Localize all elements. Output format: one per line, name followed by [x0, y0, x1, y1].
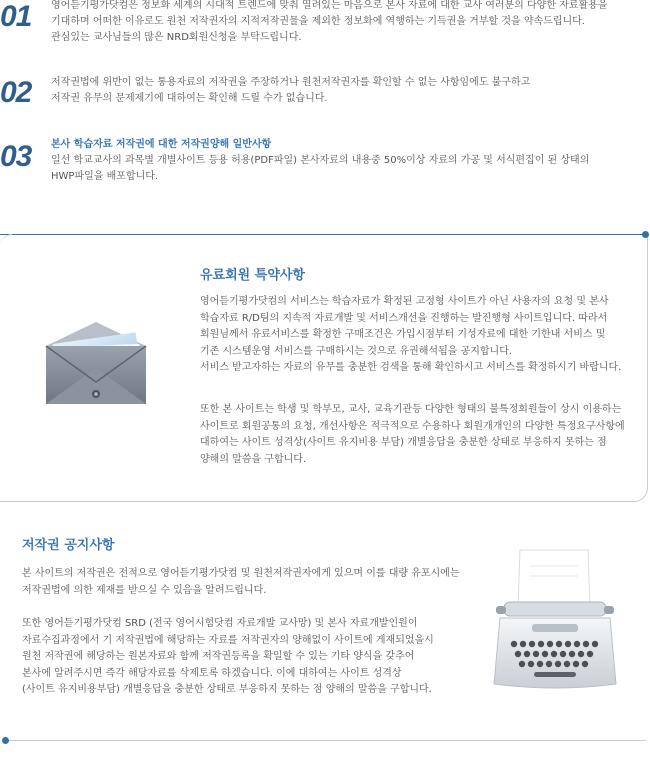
- text-line: 서비스 받고자하는 자료의 유무를 충분한 검색을 통해 확인하시고 서비스를 확정하시기 바랍니다.: [200, 362, 622, 373]
- item-text-01: [51, 0, 641, 46]
- item-number-01: 01: [0, 0, 32, 33]
- text-line: 사이트로 회원공통의 요청, 개선사항은 적극적으로 수용하나 회원개개인의 다양한 특정요구사항에: [200, 420, 625, 432]
- copyright-para-1: [22, 566, 492, 599]
- typewriter-icon: [490, 544, 620, 694]
- text-line: 영어듣기평가닷컴의 서비스는 학습자료가 확정된 고정형 사이트가 아닌 사용자의 요청 및 본사: [200, 296, 609, 307]
- text-line: 자료수집과정에서 기 저작권법에 해당하는 자료를 저작권자의 양해없이 사이트에 게재되었을시: [22, 634, 434, 646]
- text-line: 관심있는 교사님들의 많은 NRD회원신청을 부탁드립니다.: [51, 32, 302, 43]
- item-title: 본사 학습자료 저작권에 대한 저작권양해 일반사항: [51, 139, 272, 150]
- premium-para-2: [200, 402, 645, 468]
- text-line: 원천 저작권에 해당하는 원본자료와 함께 저작권등록을 확일할 수 있는 기타 양식을 갖추어: [22, 651, 415, 662]
- item-number-03: 03: [0, 140, 32, 173]
- text-line: 저작권법에 의한 제재를 받으실 수 있음을 알려드립니다.: [22, 584, 267, 596]
- premium-box-corner: [0, 234, 12, 501]
- copyright-title: 저작권 공지사항: [22, 538, 115, 553]
- bottom-divider: [6, 740, 646, 741]
- item-number-02: 02: [0, 76, 32, 109]
- accent-dot: [2, 737, 9, 744]
- item-text-02: [51, 75, 641, 107]
- text-line: 양해의 말씀을 구합니다.: [200, 453, 307, 465]
- text-line: 기대하며 어떠한 이유로도 원천 저작권자의 지적저작권물을 제외한 정보화에 역행하는 기득권을 거부할 것을 약속드립니다.: [51, 16, 585, 27]
- text-line: HWP파일을 배포합니다.: [51, 171, 159, 182]
- accent-dot: [642, 231, 649, 238]
- text-line: 또한 영어듣기평가닷컴 SRD (전국 영어시험닷컴 자료개발 교사망) 및 본사 자료개발인원이: [22, 618, 418, 629]
- text-line: 일선 학교교사의 과목별 개별사이트 등용 허용(PDF파일) 본사자료의 내용중 50%이상 자료의 가공 및 서식편집이 된 상태의: [51, 155, 590, 166]
- text-line: 저작권 유무의 문제제기에 대하여는 확인해 드릴 수가 없습니다.: [51, 93, 328, 104]
- text-line: 또한 본 사이트는 학생 및 학부모, 교사, 교육기관등 다양한 형태의 불특정회원들이 상시 이용하는: [200, 404, 622, 415]
- envelope-icon: [40, 316, 152, 412]
- text-line: 회원님께서 유료서비스를 확정한 구매조건은 가입시점부터 기성자료에 대한 기한내 서비스 및: [200, 329, 606, 340]
- premium-title: 유료회원 특약사항: [200, 268, 305, 283]
- text-line: 대하여는 사이트 성격상(사이트 유지비용 부담) 개별응답을 충분한 상태로 부응하지 못하는 점: [200, 437, 607, 448]
- premium-para-1: [200, 294, 645, 377]
- copyright-para-2: [22, 616, 492, 699]
- text-line: 저작권법에 위반이 없는 통용자료의 저작권을 주장하거나 원천저작권자를 확인할 수 없는 사항임에도 불구하고: [51, 77, 531, 88]
- text-line: 본사에 알려주시면 즉각 해당자료를 삭제토록 하겠습니다. 이에 대하여는 사이트 성격상: [22, 667, 402, 679]
- text-line: 학습자료 R/D팀의 지속적 자료개발 및 서비스개선을 진행하는 발진행형 사이트입니다. 따라서: [200, 312, 608, 324]
- text-line: 영어듣기평가닷컴은 정보화 세계의 시대적 트렌드에 맞춰 열려있는 마음으로 본사 자료에 대한 교사 여러분의 다양한 자료활용을: [51, 0, 608, 11]
- text-line: 기존 시스템운영 서비스를 구매하시는 것으로 유권해석됨을 공지합니다.: [200, 345, 513, 357]
- item-text-03: [51, 137, 641, 185]
- text-line: 본 사이트의 저작권은 전적으로 영어듣기평가닷컴 및 원천저작권자에게 있으며 이를 대량 유포시에는: [22, 568, 460, 579]
- text-line: (사이트 유지비용부담) 개별응답을 충분한 상태로 부응하지 못하는 점 양해의 말씀을 구합니다.: [22, 684, 432, 695]
